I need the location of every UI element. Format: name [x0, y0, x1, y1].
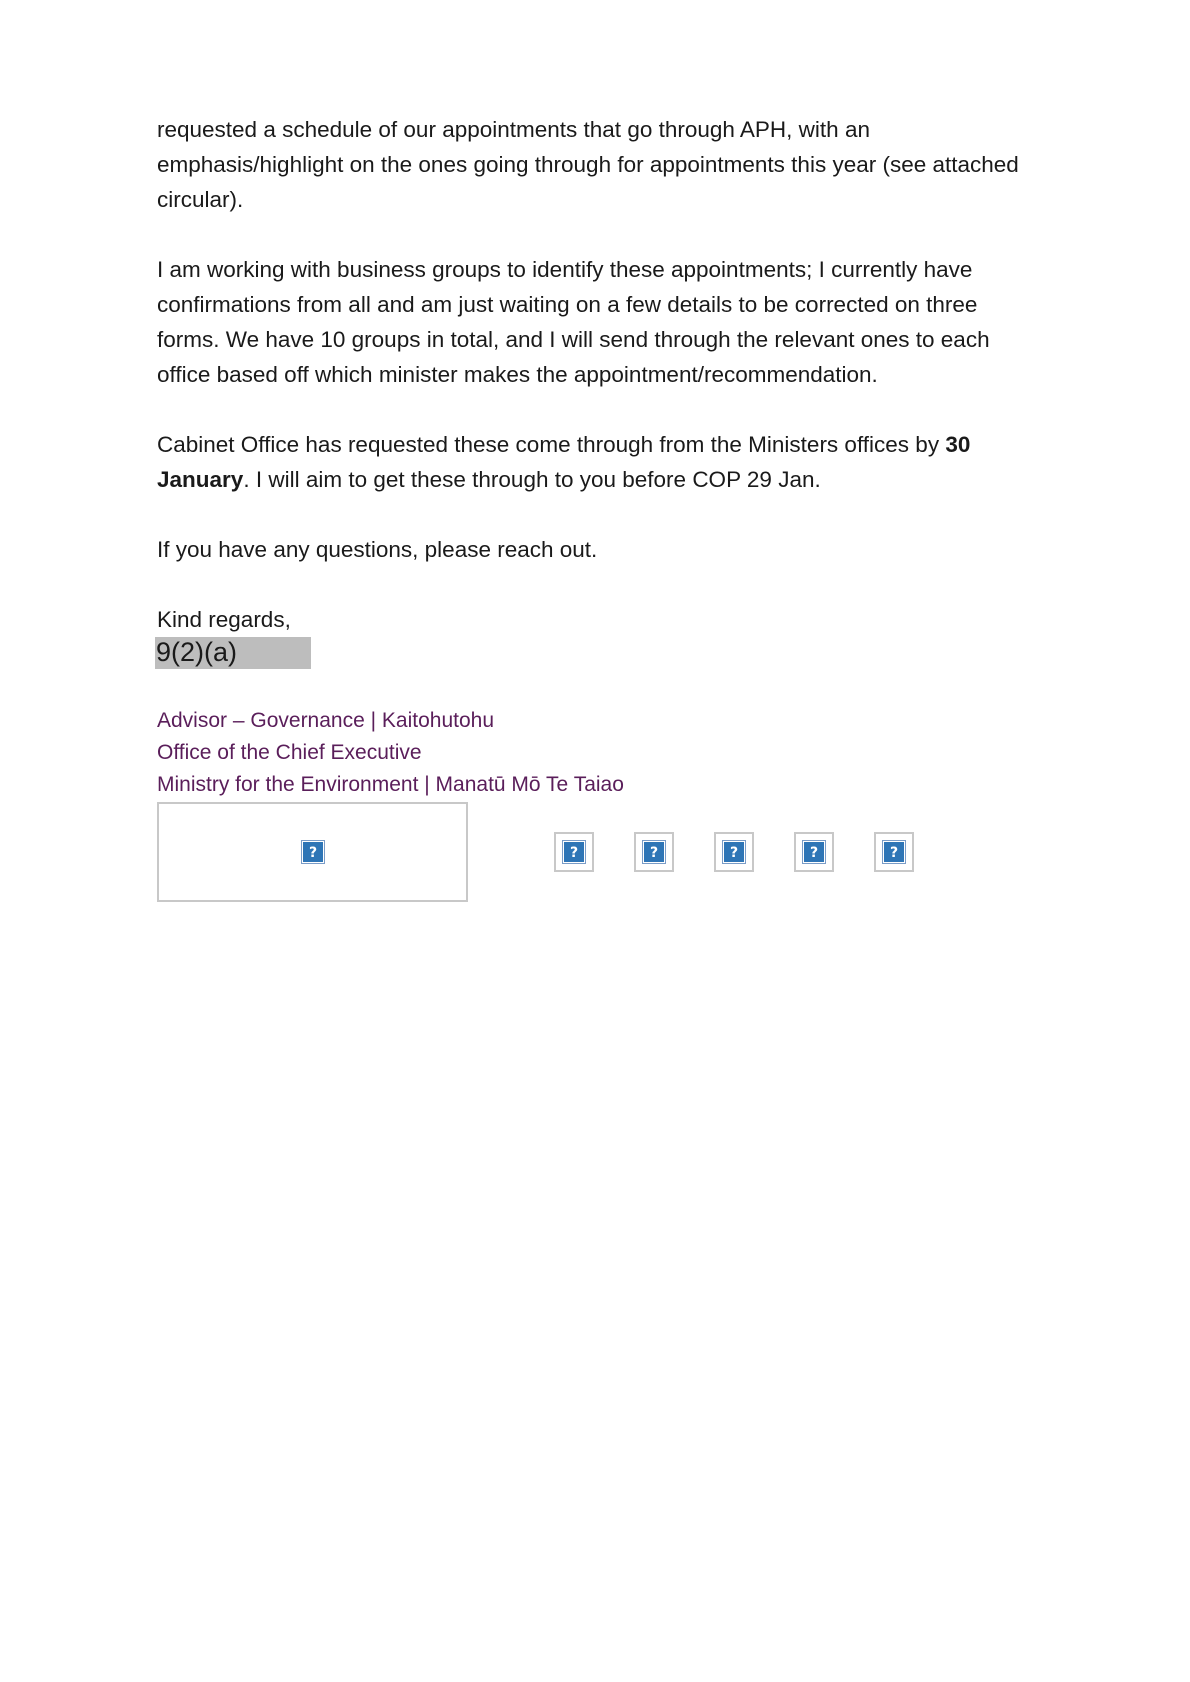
paragraph-business-groups: I am working with business groups to identify these appointments; I currently have confirmations from all and am just waiting on a few details to be corrected on three forms. We have 10 groups in total, and I will send through the relevant ones to each office based off which minister makes the appointment/recommendation. — [157, 257, 990, 387]
paragraph-questions: If you have any questions, please reach out. — [157, 537, 598, 562]
paragraph-deadline — [157, 427, 1037, 497]
deadline-text-start: Cabinet Office has requested these come through from the Ministers offices by — [157, 432, 946, 457]
signature-role: Advisor – Governance | Kaitohutohu — [157, 709, 494, 732]
signature-office: Office of the Chief Executive — [157, 741, 422, 764]
social-icon-1-placeholder[interactable] — [554, 832, 594, 872]
closing-line: Kind regards, — [157, 607, 291, 632]
broken-image-icon: ? — [803, 841, 825, 863]
social-icon-4-placeholder[interactable] — [794, 832, 834, 872]
social-icon-2-placeholder[interactable] — [634, 832, 674, 872]
ministry-logo-placeholder — [157, 802, 468, 902]
broken-image-icon: ? — [883, 841, 905, 863]
paragraph-schedule-request: requested a schedule of our appointments that go through APH, with an emphasis/highlight on the ones going through for appointments this year (see attached circular). — [157, 117, 1019, 212]
broken-image-icon: ? — [643, 841, 665, 863]
social-icon-3-placeholder[interactable] — [714, 832, 754, 872]
broken-image-icon: ? — [563, 841, 585, 863]
email-body — [157, 112, 1037, 908]
redaction-label: 9(2)(a) — [155, 637, 311, 669]
signature-ministry: Ministry for the Environment | Manatū Mō Te Taiao — [157, 773, 624, 796]
social-icon-5-placeholder[interactable] — [874, 832, 914, 872]
deadline-date: 30 January — [157, 432, 971, 492]
deadline-text-end: . I will aim to get these through to you before COP 29 Jan. — [243, 467, 821, 492]
broken-image-icon: ? — [723, 841, 745, 863]
signature-block — [157, 705, 1037, 801]
broken-image-icon: ? — [302, 841, 324, 863]
redaction-block — [157, 637, 1037, 669]
signature-images — [157, 802, 1037, 908]
